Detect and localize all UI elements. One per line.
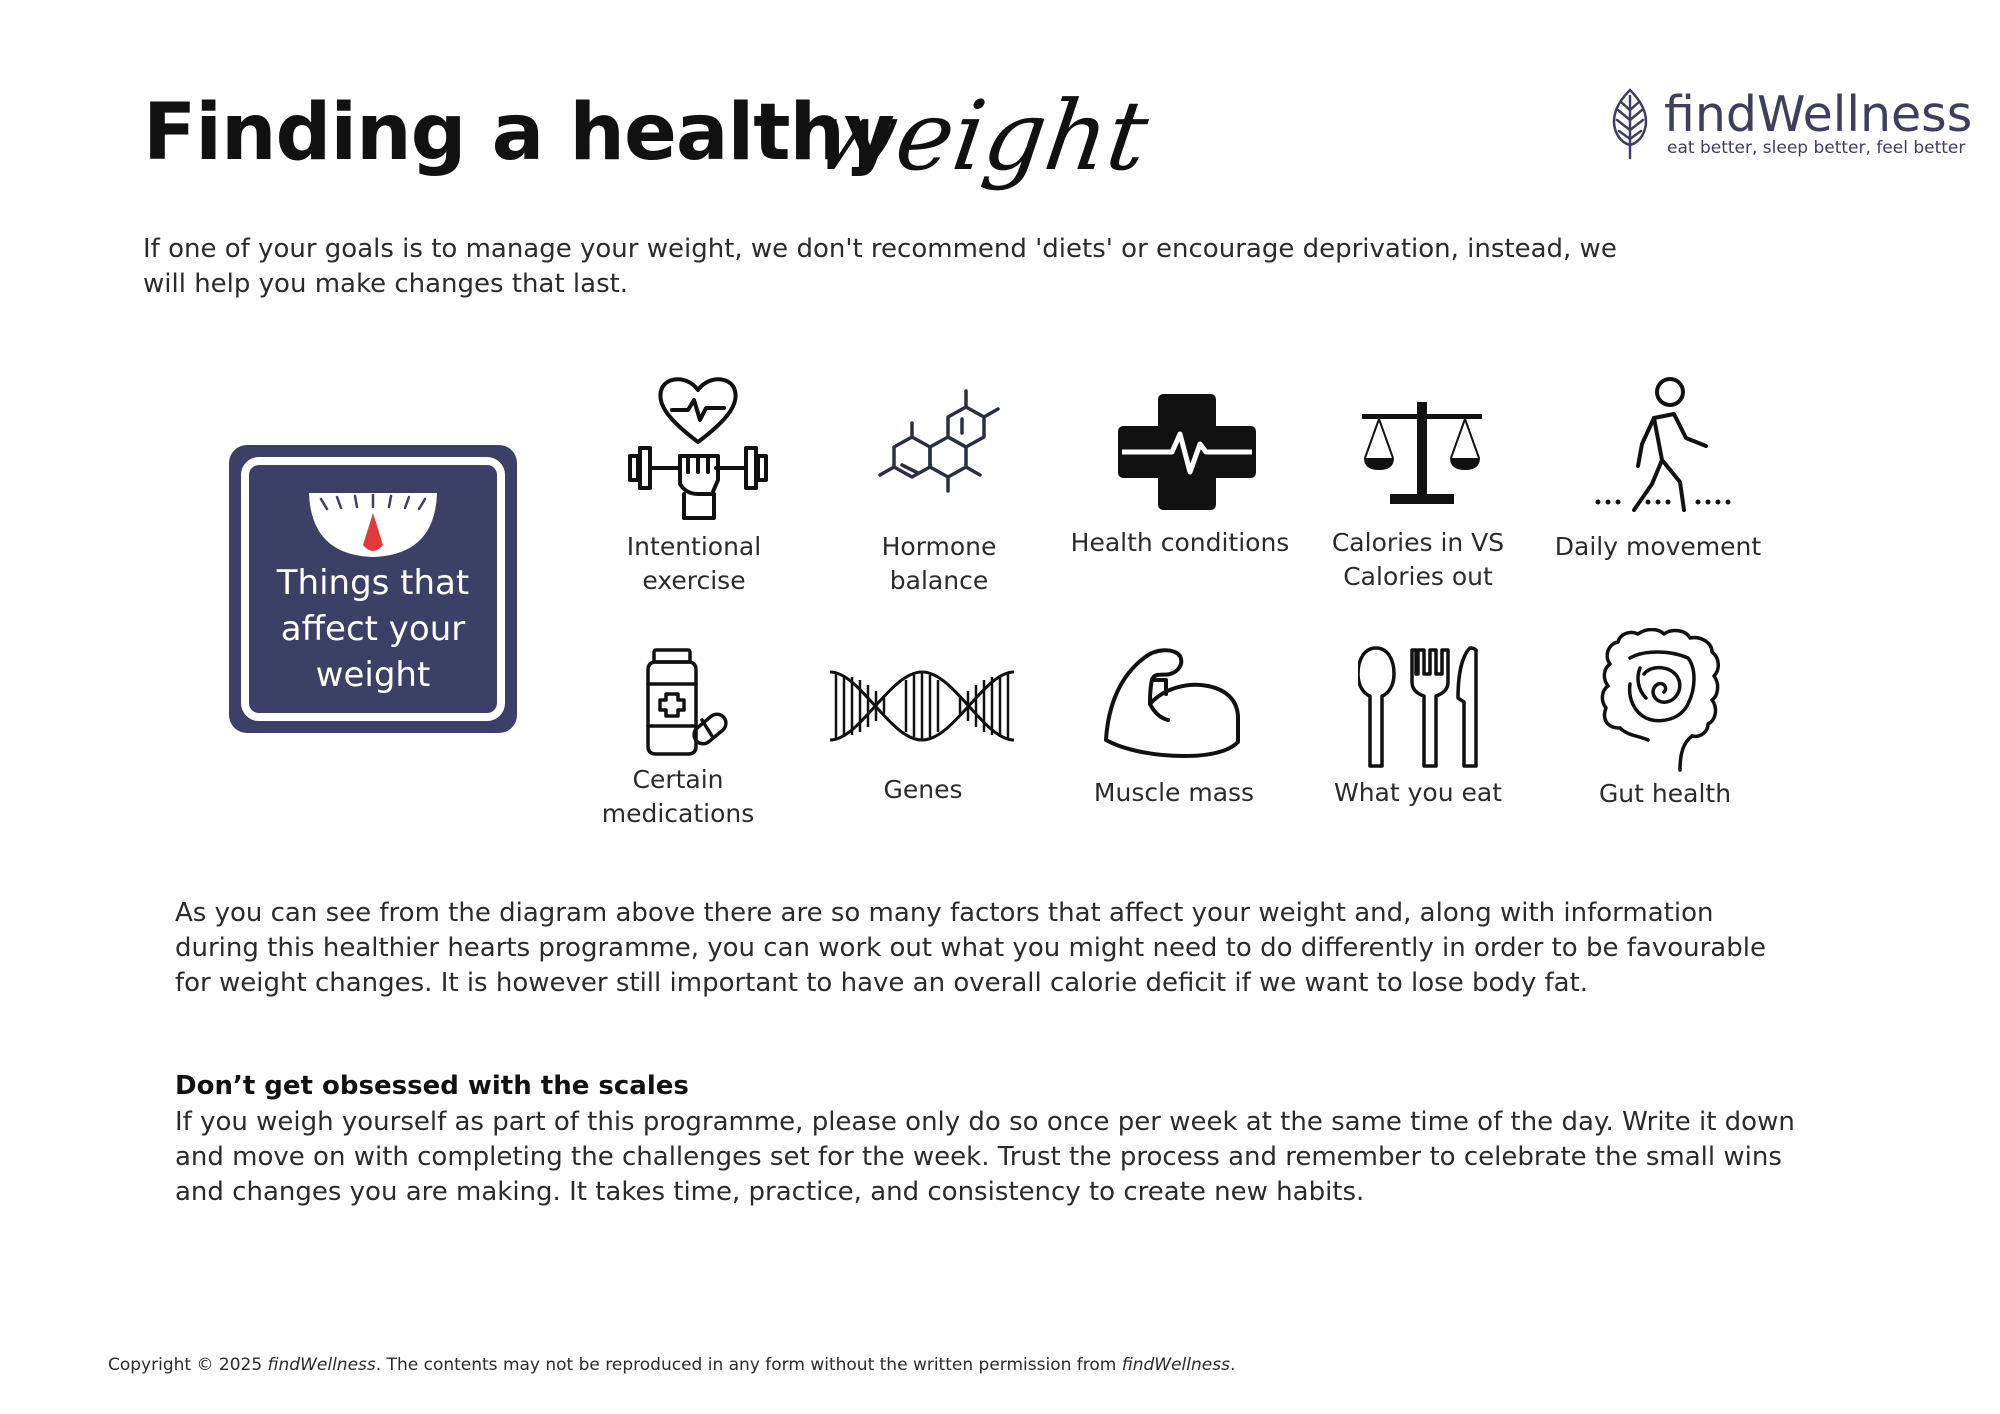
section-heading: Don’t get obsessed with the scales (175, 1071, 689, 1101)
hormone-icon (870, 385, 1016, 503)
brand-tagline: eat better, sleep better, feel better (1667, 138, 1966, 158)
page-title: Finding a healthy (143, 88, 894, 178)
factor-label-gut: Gut health (1598, 779, 1732, 808)
leaf-logo-icon (1608, 88, 1652, 160)
center-label-line: affect your (280, 609, 466, 649)
walking-icon (1594, 374, 1732, 520)
copyright-suffix: . (1229, 1355, 1236, 1375)
copyright-footer (108, 1355, 1235, 1375)
copyright-prefix: Copyright © 2025 (108, 1355, 268, 1375)
dna-icon (830, 666, 1014, 746)
factor-label-health: Health conditions (1070, 528, 1290, 557)
page-title-script: weight (807, 80, 1155, 192)
intro-paragraph: If one of your goals is to manage your weight, we don't recommend 'diets' or encourage deprivation, instead, we will help you make changes that last. (143, 234, 1617, 299)
center-box-label (229, 560, 517, 698)
section-paragraph: If you weigh yourself as part of this programme, please only do so once per week at the same time of the day. Write it down and move on with completing the challenges set for the week. Trust the process and remember to celebrate the small wins and changes you are making. It takes time, practice, and consistency to create new habits. (175, 1107, 1795, 1207)
health-cross-icon (1118, 394, 1256, 510)
medication-icon (640, 648, 728, 758)
factor-label-muscle: Muscle mass (1093, 778, 1255, 807)
copyright-middle: . The contents may not be reproduced in any form without the written permission from (375, 1355, 1122, 1375)
center-label-line: Things that (276, 563, 470, 603)
factor-label-calories: Calories in VS Calories out (1331, 528, 1505, 591)
factor-label-hormone: Hormone balance (881, 532, 997, 595)
factor-label-movement: Daily movement (1554, 532, 1762, 561)
center-label-line: weight (315, 655, 431, 695)
factor-label-exercise: Intentional exercise (626, 532, 762, 595)
exercise-icon (626, 372, 770, 520)
muscle-icon (1104, 646, 1244, 760)
gut-icon (1600, 628, 1724, 772)
copyright-brand: findWellness (267, 1355, 376, 1375)
brand-name: findWellness (1664, 86, 1973, 143)
factor-label-medications: Certain medications (601, 765, 755, 828)
factor-label-genes: Genes (883, 775, 963, 804)
copyright-brand: findWellness (1121, 1355, 1230, 1375)
balance-scale-icon (1360, 400, 1484, 506)
cutlery-icon (1358, 646, 1480, 770)
factor-label-eat: What you eat (1333, 778, 1503, 807)
body-paragraph: As you can see from the diagram above there are so many factors that affect your weight and, along with information during this healthier hearts programme, you can work out what you might need to do differently in order to be favourable for weight changes. It is however still important to have an overall calorie deficit if we want to lose body fat. (175, 898, 1766, 998)
